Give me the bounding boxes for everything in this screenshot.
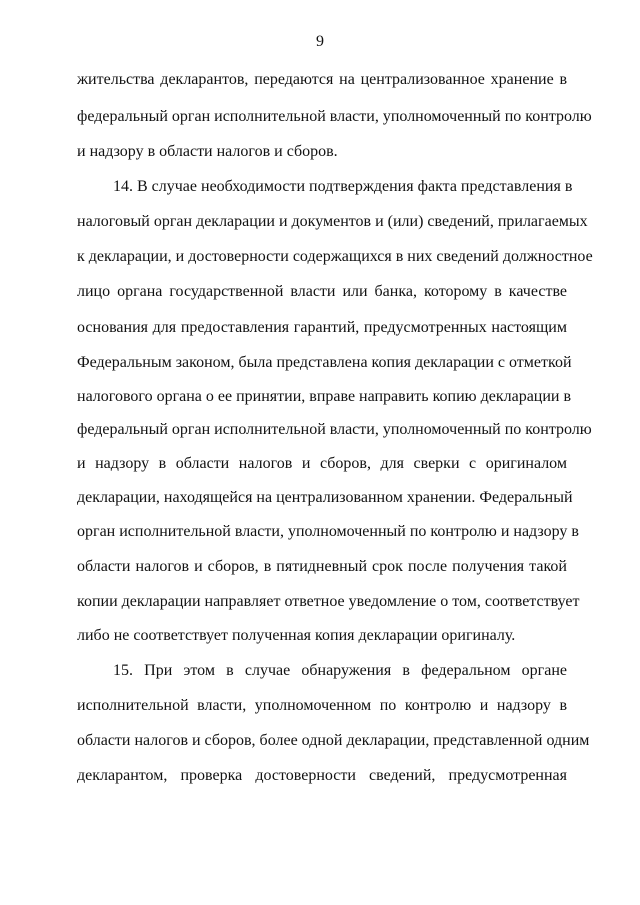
text-line: области налогов и сборов, в пятидневный срок после получения такой — [77, 558, 567, 575]
text-line: лицо органа государственной власти или банка, которому в качестве — [77, 283, 567, 300]
text-line: орган исполнительной власти, уполномоченный по контролю и надзору в — [77, 523, 579, 540]
text-line: федеральный орган исполнительной власти, уполномоченный по контролю — [77, 108, 592, 125]
text-line: налоговый орган декларации и документов и (или) сведений, прилагаемых — [77, 213, 588, 230]
paragraph-14-first-line: 14. В случае необходимости подтверждения факта представления в — [113, 178, 573, 195]
paragraph-15-first-line: 15. При этом в случае обнаружения в федеральном органе — [113, 662, 567, 679]
text-line: декларантом, проверка достоверности сведений, предусмотренная — [77, 767, 567, 784]
page-number: 9 — [316, 33, 324, 50]
text-line: к декларации, и достоверности содержащихся в них сведений должностное — [77, 248, 593, 265]
text-line: налогового органа о ее принятии, вправе направить копию декларации в — [77, 388, 572, 405]
text-line: жительства декларантов, передаются на централизованное хранение в — [77, 71, 567, 88]
text-line: и надзору в области налогов и сборов. — [77, 143, 338, 160]
text-line: основания для предоставления гарантий, предусмотренных настоящим — [77, 319, 567, 336]
text-line: области налогов и сборов, более одной декларации, представленной одним — [77, 732, 590, 749]
text-line: декларации, находящейся на централизованном хранении. Федеральный — [77, 489, 573, 506]
text-line: копии декларации направляет ответное уведомление о том, соответствует — [77, 593, 580, 610]
text-line: либо не соответствует полученная копия декларации оригиналу. — [77, 627, 516, 644]
text-line: Федеральным законом, была представлена копия декларации с отметкой — [77, 354, 572, 371]
text-line: федеральный орган исполнительной власти, уполномоченный по контролю — [77, 421, 592, 438]
text-line: и надзору в области налогов и сборов, для сверки с оригиналом — [77, 455, 567, 472]
text-line: исполнительной власти, уполномоченном по контролю и надзору в — [77, 697, 567, 714]
